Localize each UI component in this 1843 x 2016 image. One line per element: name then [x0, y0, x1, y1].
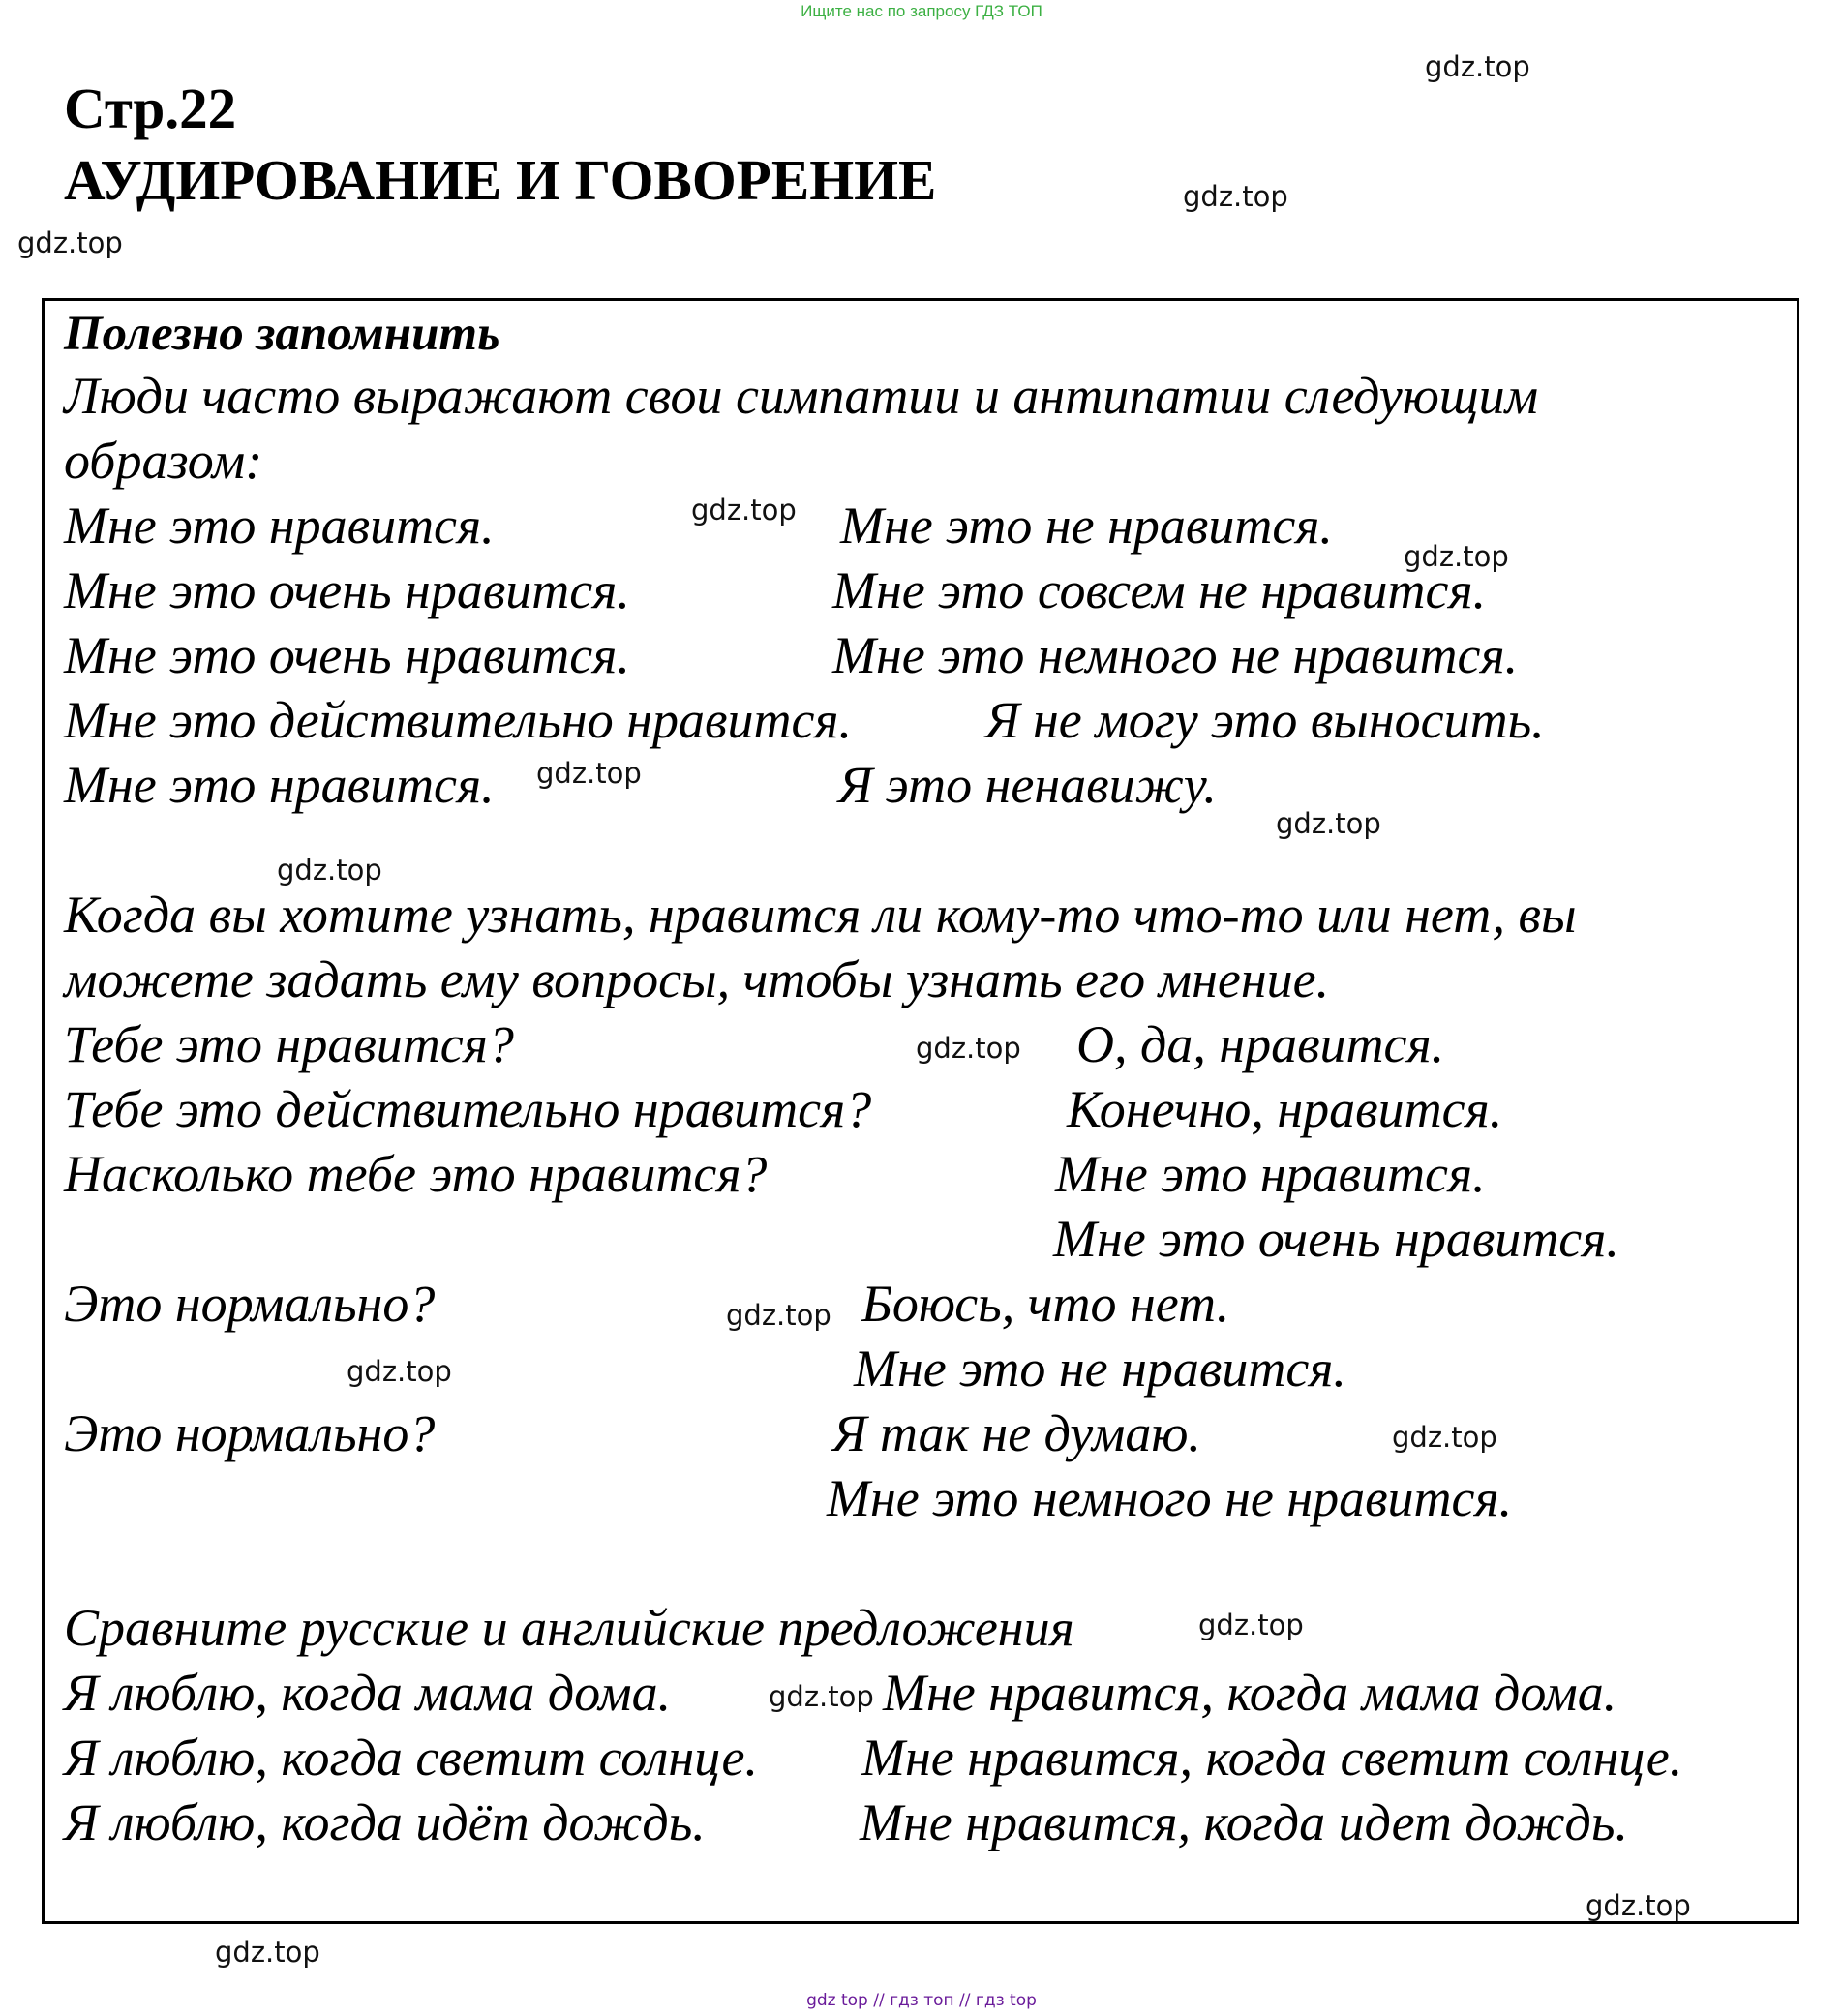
answer: Конечно, нравится. — [1067, 1080, 1503, 1138]
compare-russian: Я люблю, когда мама дома. — [64, 1664, 672, 1722]
questions-intro-line: Когда вы хотите узнать, нравится ли кому-то что-то или нет, вы — [64, 886, 1577, 944]
watermark: gdz.top — [1392, 1421, 1497, 1454]
questions-intro-line: можете задать ему вопросы, чтобы узнать его мнение. — [64, 950, 1330, 1008]
answer: Я так не думаю. — [832, 1404, 1201, 1462]
compare-translation: Мне нравится, когда идет дождь. — [860, 1793, 1628, 1851]
compare-translation: Мне нравится, когда светит солнце. — [861, 1729, 1683, 1787]
watermark: gdz.top — [1198, 1609, 1304, 1641]
dislike-phrase: Я не могу это выносить. — [985, 691, 1545, 749]
watermark: gdz.top — [1586, 1889, 1691, 1922]
like-phrase: Мне это нравится. — [64, 496, 495, 555]
question: Тебе это действительно нравится? — [64, 1080, 872, 1138]
watermark: gdz.top — [215, 1936, 320, 1969]
footer-links: gdz top // гдз топ // гдз top — [806, 1991, 1037, 2010]
like-phrase: Мне это нравится. — [64, 756, 495, 814]
question: Насколько тебе это нравится? — [64, 1145, 768, 1203]
dislike-phrase: Я это ненавижу. — [838, 756, 1217, 814]
watermark: gdz.top — [1183, 180, 1288, 213]
question: Это нормально? — [64, 1404, 436, 1462]
answer: О, да, нравится. — [1076, 1015, 1445, 1073]
like-phrase: Мне это действительно нравится. — [64, 691, 853, 749]
watermark: gdz.top — [1276, 807, 1381, 840]
watermark: gdz.top — [277, 854, 382, 887]
watermark: gdz.top — [17, 226, 123, 259]
intro-line: Люди часто выражают свои симпатии и антипатии следующим — [64, 367, 1539, 425]
compare-russian: Я люблю, когда идёт дождь. — [64, 1793, 706, 1851]
page-reference: Стр.22 — [64, 76, 237, 140]
watermark: gdz.top — [769, 1680, 874, 1713]
compare-title: Сравните русские и английские предложения — [64, 1599, 1074, 1657]
compare-russian: Я люблю, когда светит солнце. — [64, 1729, 759, 1787]
top-banner: Ищите нас по запросу ГДЗ ТОП — [801, 2, 1042, 20]
like-phrase: Мне это очень нравится. — [64, 626, 630, 684]
question: Тебе это нравится? — [64, 1015, 514, 1073]
dislike-phrase: Мне это совсем не нравится. — [832, 561, 1487, 619]
watermark: gdz.top — [691, 494, 797, 527]
answer: Мне это нравится. — [1055, 1145, 1486, 1203]
watermark: gdz.top — [1404, 540, 1509, 573]
watermark: gdz.top — [347, 1355, 452, 1388]
answer: Мне это очень нравится. — [1053, 1210, 1619, 1268]
watermark: gdz.top — [916, 1032, 1021, 1065]
answer: Боюсь, что нет. — [861, 1275, 1230, 1333]
compare-translation: Мне нравится, когда мама дома. — [883, 1664, 1617, 1722]
section-title: АУДИРОВАНИЕ И ГОВОРЕНИЕ — [64, 148, 937, 212]
watermark: gdz.top — [726, 1299, 831, 1332]
watermark: gdz.top — [1425, 50, 1530, 83]
box-title: Полезно запомнить — [64, 307, 500, 361]
dislike-phrase: Мне это не нравится. — [840, 496, 1333, 555]
answer: Мне это не нравится. — [854, 1339, 1346, 1398]
like-phrase: Мне это очень нравится. — [64, 561, 630, 619]
question: Это нормально? — [64, 1275, 436, 1333]
dislike-phrase: Мне это немного не нравится. — [832, 626, 1519, 684]
answer: Мне это немного не нравится. — [827, 1469, 1513, 1527]
watermark: gdz.top — [536, 757, 642, 790]
intro-line: образом: — [64, 432, 263, 490]
